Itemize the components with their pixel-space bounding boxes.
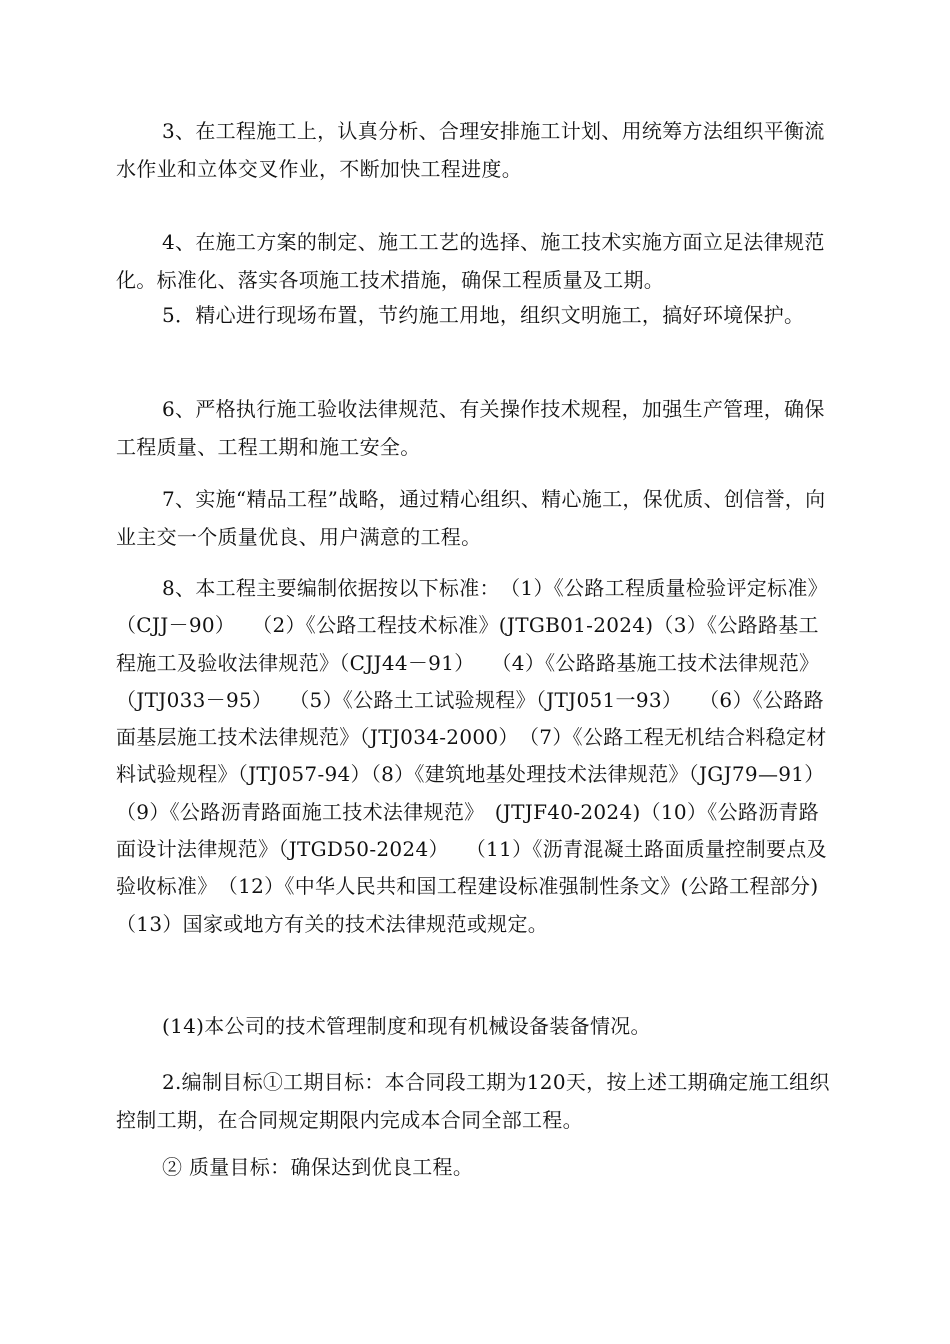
paragraph-3-construction-planning: 3、在工程施工上，认真分析、合理安排施工计划、用统筹方法组织平衡流水作业和立体交叉作业，不断加快工程进度。: [116, 119, 825, 181]
paragraph-4-construction-standards: 4、在施工方案的制定、施工工艺的选择、施工技术实施方面立足法律规范化。标准化、落实各项施工技术措施，确保工程质量及工期。: [116, 230, 825, 292]
paragraph-8-compilation-basis: 8、本工程主要编制依据按以下标准： （1）《公路工程质量检验评定标准》（CJJ－90） （2）《公路工程技术标准》(JTGB01-2024)（3）《公路路基工程施工及验收法律规范》（CJJ44－91） （4）《公路路基施工技术法律规范》（JTJ033－95） （5）《公路土工试验规程》（JTJ051一93） （6）《公路路面基层施工技术法律规范》（JTJ034-2000） （7）《公路工程无机结合料稳定材料试验规程》（JTJ057-94）（8）《建筑地基处理技术法律规范》（JGJ79—91） （9）《公路沥青路面施工技术法律规范》 (JTJF40-2024)（10）《公路沥青路面设计法律规范》（JTGD50-2024） （11）《沥青混凝土路面质量控制要点及验收标准》 （12）《中华人民共和国工程建设标准强制性条文》(公路工程部分)（13）国家或地方有关的技术法律规范或规定。: [116, 576, 842, 936]
paragraph-14-company-regulations: (14)本公司的技术管理制度和现有机械设备装备情况。: [162, 1014, 651, 1038]
paragraph-5-site-layout: 5．精心进行现场布置，节约施工用地，组织文明施工，搞好环境保护。: [162, 303, 805, 327]
paragraph-7-quality-strategy: 7、实施“精品工程”战略，通过精心组织、精心施工，保优质、创信誉，向业主交一个质量优良、用户满意的工程。: [116, 487, 826, 549]
paragraph-schedule-target: 2.编制目标①工期目标：本合同段工期为120天，按上述工期确定施工组织控制工期，在合同规定期限内完成本合同全部工程。: [116, 1070, 830, 1132]
paragraph-quality-target: ② 质量目标：确保达到优良工程。: [162, 1155, 474, 1179]
paragraph-6-acceptance-regulations: 6、严格执行施工验收法律规范、有关操作技术规程，加强生产管理，确保工程质量、工程工期和施工安全。: [116, 397, 825, 459]
